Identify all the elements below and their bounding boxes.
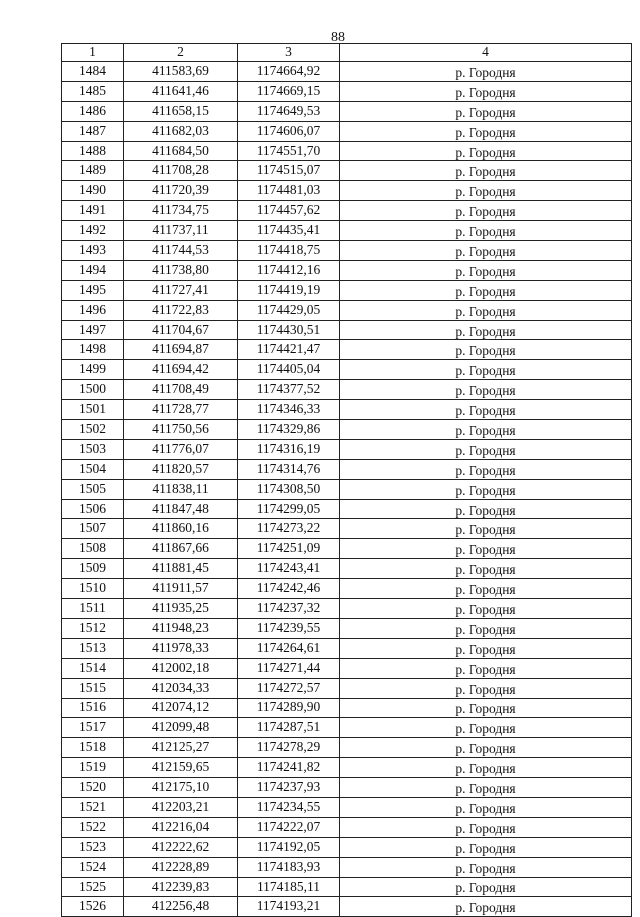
object-name-cell: р. Городня <box>340 638 632 658</box>
point-number-cell: 1512 <box>62 618 124 638</box>
y-coordinate-cell: 1174421,47 <box>238 340 340 360</box>
x-coordinate-cell: 411820,57 <box>124 459 238 479</box>
y-coordinate-cell: 1174435,41 <box>238 221 340 241</box>
point-number-cell: 1521 <box>62 797 124 817</box>
table-row <box>62 201 632 221</box>
object-name-cell: р. Городня <box>340 797 632 817</box>
coordinates-table <box>61 43 632 917</box>
point-number-cell: 1516 <box>62 698 124 718</box>
table-row <box>62 678 632 698</box>
object-name-cell: р. Городня <box>340 718 632 738</box>
object-name-cell: р. Городня <box>340 420 632 440</box>
x-coordinate-cell: 411737,11 <box>124 221 238 241</box>
point-number-cell: 1522 <box>62 817 124 837</box>
point-number-cell: 1510 <box>62 579 124 599</box>
object-name-cell: р. Городня <box>340 678 632 698</box>
x-coordinate-cell: 411583,69 <box>124 62 238 82</box>
object-name-cell: р. Городня <box>340 62 632 82</box>
point-number-cell: 1508 <box>62 539 124 559</box>
y-coordinate-cell: 1174481,03 <box>238 181 340 201</box>
table-row <box>62 837 632 857</box>
x-coordinate-cell: 411694,87 <box>124 340 238 360</box>
point-number-cell: 1496 <box>62 300 124 320</box>
object-name-cell: р. Городня <box>340 340 632 360</box>
x-coordinate-cell: 411860,16 <box>124 519 238 539</box>
x-coordinate-cell: 411720,39 <box>124 181 238 201</box>
x-coordinate-cell: 411776,07 <box>124 439 238 459</box>
y-coordinate-cell: 1174272,57 <box>238 678 340 698</box>
table-row <box>62 519 632 539</box>
object-name-cell: р. Городня <box>340 121 632 141</box>
point-number-cell: 1519 <box>62 758 124 778</box>
point-number-cell: 1499 <box>62 360 124 380</box>
point-number-cell: 1513 <box>62 638 124 658</box>
x-coordinate-cell: 411911,57 <box>124 579 238 599</box>
y-coordinate-cell: 1174185,11 <box>238 877 340 897</box>
table-row <box>62 221 632 241</box>
point-number-cell: 1526 <box>62 897 124 917</box>
y-coordinate-cell: 1174418,75 <box>238 241 340 261</box>
y-coordinate-cell: 1174314,76 <box>238 459 340 479</box>
y-coordinate-cell: 1174412,16 <box>238 260 340 280</box>
x-coordinate-cell: 411727,41 <box>124 280 238 300</box>
column-header-4: 4 <box>340 44 632 62</box>
y-coordinate-cell: 1174377,52 <box>238 380 340 400</box>
table-row <box>62 479 632 499</box>
x-coordinate-cell: 411722,83 <box>124 300 238 320</box>
table-row <box>62 161 632 181</box>
y-coordinate-cell: 1174606,07 <box>238 121 340 141</box>
object-name-cell: р. Городня <box>340 698 632 718</box>
point-number-cell: 1493 <box>62 241 124 261</box>
y-coordinate-cell: 1174273,22 <box>238 519 340 539</box>
table-row <box>62 380 632 400</box>
table-row <box>62 260 632 280</box>
object-name-cell: р. Городня <box>340 778 632 798</box>
y-coordinate-cell: 1174329,86 <box>238 420 340 440</box>
x-coordinate-cell: 412125,27 <box>124 738 238 758</box>
object-name-cell: р. Городня <box>340 559 632 579</box>
table-row <box>62 459 632 479</box>
x-coordinate-cell: 411728,77 <box>124 400 238 420</box>
table-row <box>62 400 632 420</box>
object-name-cell: р. Городня <box>340 101 632 121</box>
y-coordinate-cell: 1174193,21 <box>238 897 340 917</box>
point-number-cell: 1525 <box>62 877 124 897</box>
point-number-cell: 1524 <box>62 857 124 877</box>
y-coordinate-cell: 1174251,09 <box>238 539 340 559</box>
object-name-cell: р. Городня <box>340 241 632 261</box>
point-number-cell: 1503 <box>62 439 124 459</box>
y-coordinate-cell: 1174222,07 <box>238 817 340 837</box>
point-number-cell: 1517 <box>62 718 124 738</box>
x-coordinate-cell: 412074,12 <box>124 698 238 718</box>
x-coordinate-cell: 411935,25 <box>124 599 238 619</box>
x-coordinate-cell: 411744,53 <box>124 241 238 261</box>
y-coordinate-cell: 1174308,50 <box>238 479 340 499</box>
object-name-cell: р. Городня <box>340 877 632 897</box>
object-name-cell: р. Городня <box>340 459 632 479</box>
x-coordinate-cell: 412175,10 <box>124 778 238 798</box>
point-number-cell: 1520 <box>62 778 124 798</box>
table-row <box>62 897 632 917</box>
table-row <box>62 698 632 718</box>
object-name-cell: р. Городня <box>340 738 632 758</box>
point-number-cell: 1495 <box>62 280 124 300</box>
table-row <box>62 618 632 638</box>
y-coordinate-cell: 1174515,07 <box>238 161 340 181</box>
x-coordinate-cell: 412239,83 <box>124 877 238 897</box>
table-row <box>62 499 632 519</box>
table-row <box>62 877 632 897</box>
x-coordinate-cell: 412203,21 <box>124 797 238 817</box>
point-number-cell: 1498 <box>62 340 124 360</box>
x-coordinate-cell: 411708,49 <box>124 380 238 400</box>
table-row <box>62 360 632 380</box>
y-coordinate-cell: 1174419,19 <box>238 280 340 300</box>
y-coordinate-cell: 1174237,93 <box>238 778 340 798</box>
table-row <box>62 559 632 579</box>
x-coordinate-cell: 411682,03 <box>124 121 238 141</box>
object-name-cell: р. Городня <box>340 320 632 340</box>
y-coordinate-cell: 1174430,51 <box>238 320 340 340</box>
object-name-cell: р. Городня <box>340 519 632 539</box>
x-coordinate-cell: 411867,66 <box>124 539 238 559</box>
x-coordinate-cell: 412216,04 <box>124 817 238 837</box>
page-number: 88 <box>331 30 345 45</box>
object-name-cell: р. Городня <box>340 599 632 619</box>
point-number-cell: 1487 <box>62 121 124 141</box>
table-body <box>62 62 632 917</box>
object-name-cell: р. Городня <box>340 260 632 280</box>
y-coordinate-cell: 1174289,90 <box>238 698 340 718</box>
table-row <box>62 817 632 837</box>
point-number-cell: 1523 <box>62 837 124 857</box>
y-coordinate-cell: 1174405,04 <box>238 360 340 380</box>
table-row <box>62 320 632 340</box>
x-coordinate-cell: 411641,46 <box>124 81 238 101</box>
point-number-cell: 1494 <box>62 260 124 280</box>
point-number-cell: 1484 <box>62 62 124 82</box>
object-name-cell: р. Городня <box>340 360 632 380</box>
x-coordinate-cell: 411734,75 <box>124 201 238 221</box>
column-header-2: 2 <box>124 44 238 62</box>
point-number-cell: 1506 <box>62 499 124 519</box>
table-row <box>62 181 632 201</box>
point-number-cell: 1485 <box>62 81 124 101</box>
x-coordinate-cell: 411658,15 <box>124 101 238 121</box>
table-row <box>62 539 632 559</box>
y-coordinate-cell: 1174346,33 <box>238 400 340 420</box>
point-number-cell: 1518 <box>62 738 124 758</box>
point-number-cell: 1507 <box>62 519 124 539</box>
y-coordinate-cell: 1174264,61 <box>238 638 340 658</box>
y-coordinate-cell: 1174239,55 <box>238 618 340 638</box>
point-number-cell: 1492 <box>62 221 124 241</box>
object-name-cell: р. Городня <box>340 439 632 459</box>
point-number-cell: 1514 <box>62 658 124 678</box>
x-coordinate-cell: 411704,67 <box>124 320 238 340</box>
x-coordinate-cell: 411847,48 <box>124 499 238 519</box>
object-name-cell: р. Городня <box>340 658 632 678</box>
object-name-cell: р. Городня <box>340 81 632 101</box>
object-name-cell: р. Городня <box>340 300 632 320</box>
object-name-cell: р. Городня <box>340 400 632 420</box>
table-row <box>62 758 632 778</box>
y-coordinate-cell: 1174234,55 <box>238 797 340 817</box>
y-coordinate-cell: 1174242,46 <box>238 579 340 599</box>
point-number-cell: 1515 <box>62 678 124 698</box>
object-name-cell: р. Городня <box>340 758 632 778</box>
y-coordinate-cell: 1174429,05 <box>238 300 340 320</box>
y-coordinate-cell: 1174287,51 <box>238 718 340 738</box>
y-coordinate-cell: 1174299,05 <box>238 499 340 519</box>
object-name-cell: р. Городня <box>340 857 632 877</box>
x-coordinate-cell: 411750,56 <box>124 420 238 440</box>
table-row <box>62 738 632 758</box>
point-number-cell: 1500 <box>62 380 124 400</box>
object-name-cell: р. Городня <box>340 141 632 161</box>
y-coordinate-cell: 1174237,32 <box>238 599 340 619</box>
y-coordinate-cell: 1174271,44 <box>238 658 340 678</box>
table-row <box>62 857 632 877</box>
x-coordinate-cell: 411838,11 <box>124 479 238 499</box>
y-coordinate-cell: 1174664,92 <box>238 62 340 82</box>
y-coordinate-cell: 1174316,19 <box>238 439 340 459</box>
header-row <box>62 44 632 62</box>
table-row <box>62 420 632 440</box>
column-header-1: 1 <box>62 44 124 62</box>
table-row <box>62 300 632 320</box>
y-coordinate-cell: 1174649,53 <box>238 101 340 121</box>
point-number-cell: 1490 <box>62 181 124 201</box>
object-name-cell: р. Городня <box>340 479 632 499</box>
object-name-cell: р. Городня <box>340 161 632 181</box>
table-row <box>62 121 632 141</box>
x-coordinate-cell: 412034,33 <box>124 678 238 698</box>
y-coordinate-cell: 1174278,29 <box>238 738 340 758</box>
object-name-cell: р. Городня <box>340 499 632 519</box>
y-coordinate-cell: 1174457,62 <box>238 201 340 221</box>
x-coordinate-cell: 411684,50 <box>124 141 238 161</box>
y-coordinate-cell: 1174241,82 <box>238 758 340 778</box>
table-header <box>62 44 632 62</box>
x-coordinate-cell: 411708,28 <box>124 161 238 181</box>
table-row <box>62 81 632 101</box>
object-name-cell: р. Городня <box>340 380 632 400</box>
x-coordinate-cell: 411948,23 <box>124 618 238 638</box>
table-row <box>62 101 632 121</box>
table-row <box>62 658 632 678</box>
column-header-3: 3 <box>238 44 340 62</box>
object-name-cell: р. Городня <box>340 221 632 241</box>
y-coordinate-cell: 1174243,41 <box>238 559 340 579</box>
table-row <box>62 141 632 161</box>
object-name-cell: р. Городня <box>340 579 632 599</box>
table-row <box>62 62 632 82</box>
table-row <box>62 797 632 817</box>
table-row <box>62 280 632 300</box>
object-name-cell: р. Городня <box>340 618 632 638</box>
table-row <box>62 638 632 658</box>
table-row <box>62 778 632 798</box>
x-coordinate-cell: 412228,89 <box>124 857 238 877</box>
point-number-cell: 1509 <box>62 559 124 579</box>
table-row <box>62 718 632 738</box>
table-row <box>62 340 632 360</box>
table-row <box>62 599 632 619</box>
y-coordinate-cell: 1174183,93 <box>238 857 340 877</box>
x-coordinate-cell: 411694,42 <box>124 360 238 380</box>
point-number-cell: 1505 <box>62 479 124 499</box>
object-name-cell: р. Городня <box>340 181 632 201</box>
point-number-cell: 1491 <box>62 201 124 221</box>
x-coordinate-cell: 412099,48 <box>124 718 238 738</box>
y-coordinate-cell: 1174551,70 <box>238 141 340 161</box>
object-name-cell: р. Городня <box>340 201 632 221</box>
x-coordinate-cell: 411881,45 <box>124 559 238 579</box>
y-coordinate-cell: 1174669,15 <box>238 81 340 101</box>
object-name-cell: р. Городня <box>340 280 632 300</box>
point-number-cell: 1486 <box>62 101 124 121</box>
object-name-cell: р. Городня <box>340 837 632 857</box>
point-number-cell: 1504 <box>62 459 124 479</box>
x-coordinate-cell: 412222,62 <box>124 837 238 857</box>
point-number-cell: 1501 <box>62 400 124 420</box>
point-number-cell: 1489 <box>62 161 124 181</box>
table-row <box>62 439 632 459</box>
x-coordinate-cell: 412002,18 <box>124 658 238 678</box>
object-name-cell: р. Городня <box>340 817 632 837</box>
y-coordinate-cell: 1174192,05 <box>238 837 340 857</box>
x-coordinate-cell: 412159,65 <box>124 758 238 778</box>
x-coordinate-cell: 411978,33 <box>124 638 238 658</box>
x-coordinate-cell: 412256,48 <box>124 897 238 917</box>
table-row <box>62 579 632 599</box>
point-number-cell: 1511 <box>62 599 124 619</box>
point-number-cell: 1502 <box>62 420 124 440</box>
point-number-cell: 1488 <box>62 141 124 161</box>
table-row <box>62 241 632 261</box>
x-coordinate-cell: 411738,80 <box>124 260 238 280</box>
point-number-cell: 1497 <box>62 320 124 340</box>
object-name-cell: р. Городня <box>340 539 632 559</box>
object-name-cell: р. Городня <box>340 897 632 917</box>
